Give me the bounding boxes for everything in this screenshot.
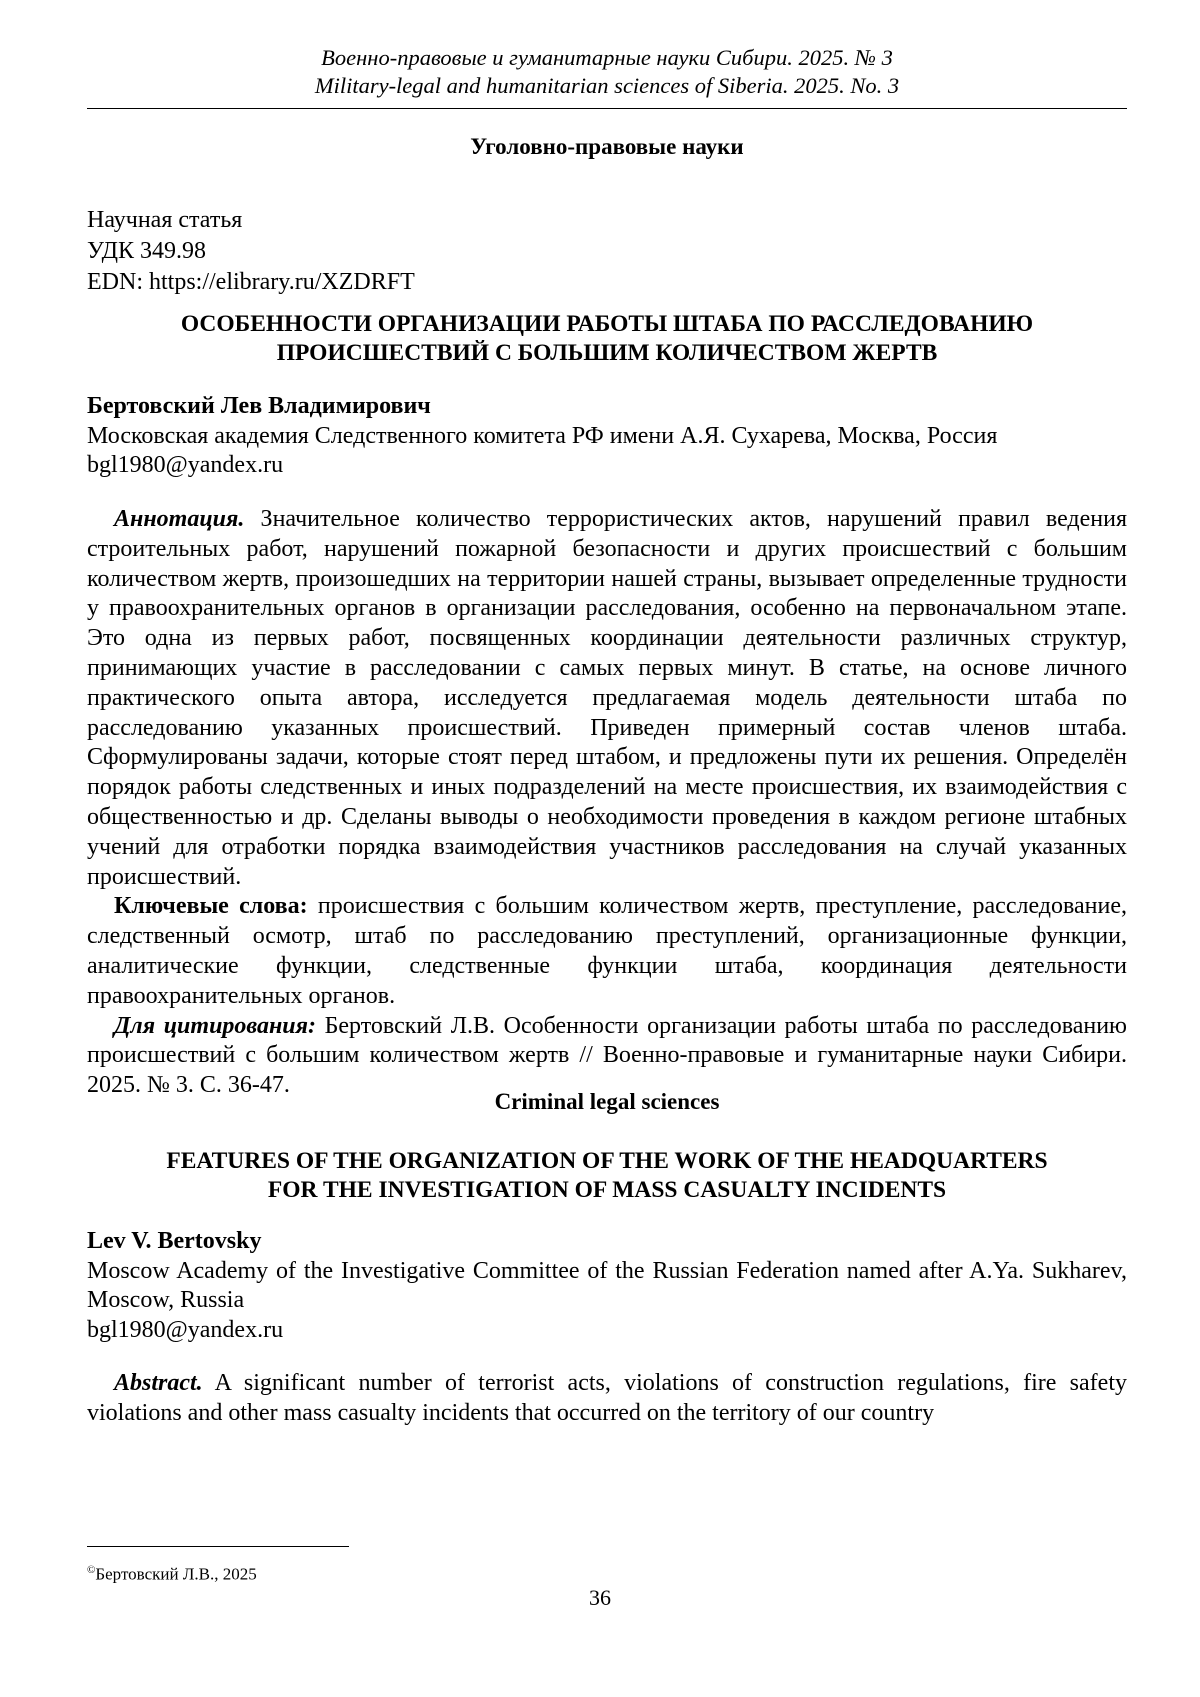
citation-text-ru: Бертовский Л.В. Особенности организации работы штаба по расследованию происшествий с большим количеством жертв // Военно-правовые и гуманитарные науки Сибири. 2025. № 3. С. 36-47. bbox=[87, 1012, 1127, 1099]
affiliation-ru: Московская академия Следственного комитета РФ имени А.Я. Сухарева, Москва, Россия bbox=[87, 422, 998, 449]
journal-title-en: Military-legal and humanitarian sciences of Siberia. 2025. No. 3 bbox=[314, 73, 900, 98]
email-en: bgl1980@yandex.ru bbox=[87, 1316, 284, 1343]
abstract-text-en: A significant number of terrorist acts, violations of construction regulations, fire safety violations and other mass casualty incidents that occurred on the territory of our country bbox=[87, 1370, 1127, 1426]
citation-ru bbox=[87, 1012, 1127, 1101]
running-header bbox=[87, 44, 1127, 100]
author-name-en: Lev V. Bertovsky bbox=[87, 1228, 262, 1254]
keywords-text-ru: происшествия с большим количеством жертв, преступление, расследование, следственный осмотр, штаб по расследованию преступлений, организационные функции, аналитические функции, следственные функции штаба, координация деятельности правоохранительных органов. bbox=[87, 893, 1127, 1009]
abstract-ru bbox=[87, 505, 1127, 892]
section-heading-en: Criminal legal sciences bbox=[494, 1089, 720, 1114]
article-type: Научная статья bbox=[87, 207, 243, 233]
title-en-line-2: FOR THE INVESTIGATION OF MASS CASUALTY INCIDENTS bbox=[267, 1177, 947, 1203]
abstract-text-ru: Значительное количество террористических актов, нарушений правил ведения строительных работ, нарушений пожарной безопасности и других происшествий с большим количеством жертв, произошедших на территории нашей страны, вызывает определенные трудности у правоохранительных органов в организации расследования, особенно на первоначальном этапе. Это одна из первых работ, посвященных координации деятельности различных структур, принимающих участие в расследовании с самых первых минут. В статье, на основе личного практического опыта автора, исследуется предлагаемая модель деятельности штаба по расследованию указанных происшествий. Приведен примерный состав членов штаба. Сформулированы задачи, которые стоят перед штабом, и предложены пути их решения. Определён порядок работы следственных и иных подразделений на месте происшествия, их взаимодействия с общественностью и др. Сделаны выводы о необходимости проведения в каждом регионе штабных учений для отработки порядка взаимодействия участников расследования на случай указанных происшествий. bbox=[87, 506, 1127, 890]
keywords-ru bbox=[87, 892, 1127, 1011]
copyright-text: Бертовский Л.В., 2025 bbox=[95, 1564, 257, 1584]
author-block-en bbox=[87, 1227, 1127, 1345]
title-en-line-1: FEATURES OF THE ORGANIZATION OF THE WORK OF THE HEADQUARTERS bbox=[166, 1148, 1048, 1174]
abstract-section-ru bbox=[87, 505, 1127, 1101]
author-name-ru: Бертовский Лев Владимирович bbox=[87, 393, 431, 419]
edn-link: EDN: https://elibrary.ru/XZDRFT bbox=[87, 269, 415, 295]
article-title-en bbox=[87, 1147, 1127, 1205]
email-ru: bgl1980@yandex.ru bbox=[87, 452, 284, 478]
abstract-en bbox=[87, 1369, 1127, 1429]
section-heading-ru: Уголовно-правовые науки bbox=[470, 134, 744, 159]
author-block-ru bbox=[87, 392, 1127, 481]
abstract-section-en bbox=[87, 1369, 1127, 1429]
header-rule bbox=[87, 108, 1127, 109]
copyright-mark: © bbox=[87, 1564, 96, 1576]
citation-label-ru: Для цитирования: bbox=[114, 1012, 316, 1039]
keywords-label-ru: Ключевые слова: bbox=[114, 893, 308, 920]
article-title-ru bbox=[87, 310, 1127, 368]
title-ru-line-2: ПРОИСШЕСТВИЙ С БОЛЬШИМ КОЛИЧЕСТВОМ ЖЕРТВ bbox=[276, 340, 938, 366]
udc-code: УДК 349.98 bbox=[87, 238, 206, 264]
title-ru-line-1: ОСОБЕННОСТИ ОРГАНИЗАЦИИ РАБОТЫ ШТАБА ПО РАССЛЕДОВАНИЮ bbox=[180, 311, 1034, 337]
article-meta bbox=[87, 205, 415, 298]
copyright-footnote bbox=[87, 1560, 257, 1585]
affiliation-en: Moscow Academy of the Investigative Committee of the Russian Federation named after A.Ya. Sukharev, Moscow, Russia bbox=[87, 1257, 1127, 1313]
journal-title-ru: Военно-правовые и гуманитарные науки Сибири. 2025. № 3 bbox=[321, 45, 893, 70]
abstract-label-ru: Аннотация. bbox=[114, 506, 245, 532]
abstract-label-en: Abstract. bbox=[114, 1370, 203, 1396]
footnote-rule bbox=[87, 1546, 349, 1547]
page-number: 36 bbox=[589, 1585, 611, 1610]
